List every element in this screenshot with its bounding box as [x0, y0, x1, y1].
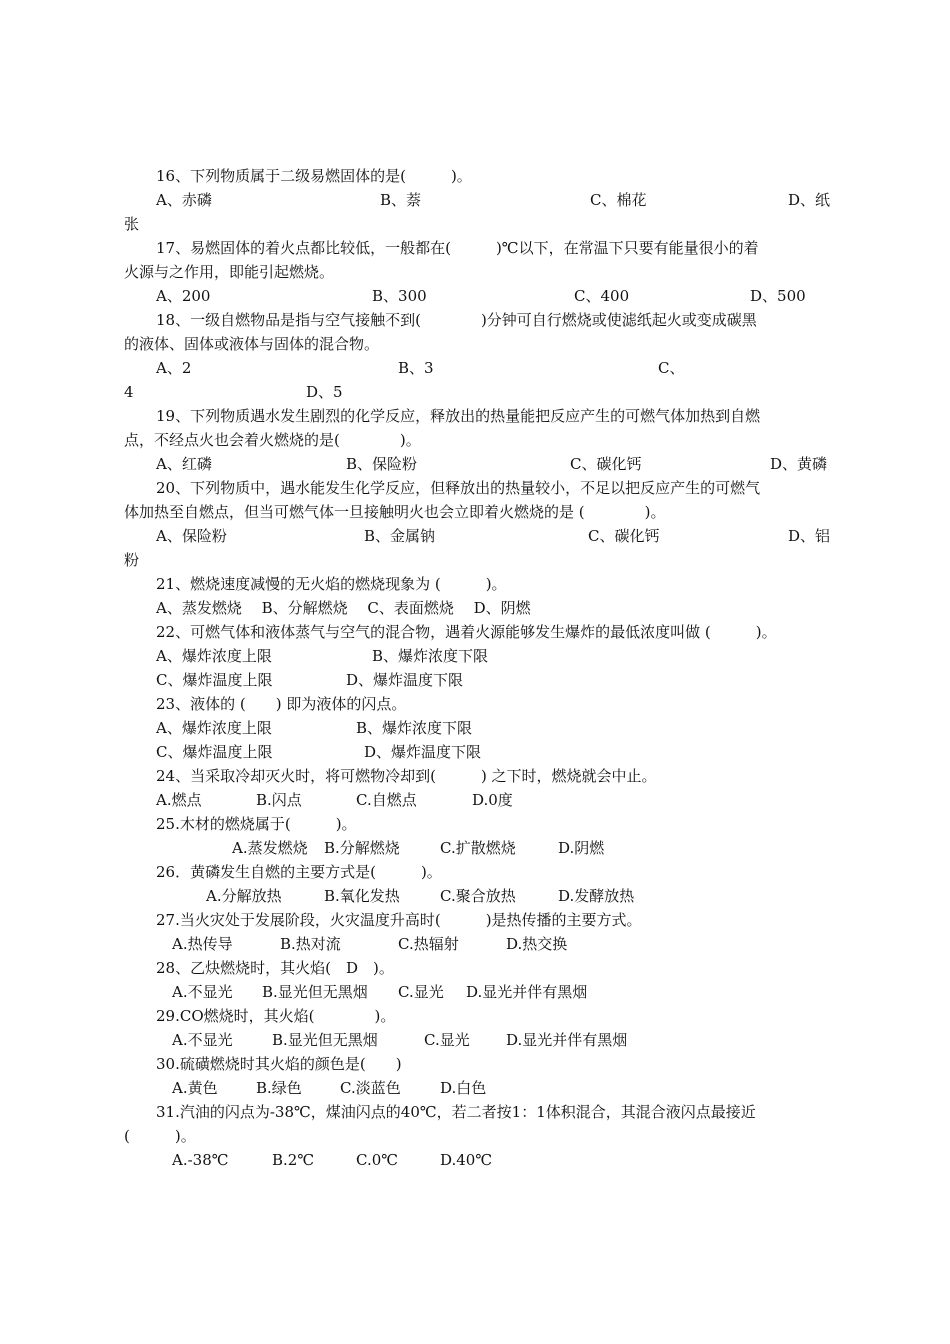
q16-stem: 16、下列物质属于二级易燃固体的是( )。: [156, 167, 472, 185]
q22-stem: 22、可燃气体和液体蒸气与空气的混合物，遇着火源能够发生爆炸的最低浓度叫做 ( )。: [156, 623, 777, 641]
q16-option-a: A、赤磷: [156, 191, 212, 209]
q25-option-c: C.扩散燃烧: [440, 839, 516, 857]
q19-option-b: B、保险粉: [346, 455, 418, 473]
q22-option-b: B、爆炸浓度下限: [372, 647, 489, 665]
q24-option-a: A.燃点: [156, 791, 202, 809]
q20-stem: 20、下列物质中，遇水能发生化学反应，但释放出的热量较小，不足以把反应产生的可燃气: [156, 479, 761, 497]
q26-option-b: B.氧化发热: [324, 887, 400, 905]
q26-option-a: A.分解放热: [206, 887, 282, 905]
q29-option-b: B.显光但无黑烟: [272, 1031, 378, 1049]
q16-option-b: B、萘: [380, 191, 422, 209]
q31-option-c: C.0℃: [356, 1151, 399, 1169]
q21-options: A、蒸发燃烧 B、分解燃烧 C、表面燃烧 D、阴燃: [156, 599, 531, 617]
q24-stem: 24、当采取冷却灭火时，将可燃物冷却到( ) 之下时，燃烧就会中止。: [156, 767, 657, 785]
q22-option-a: A、爆炸浓度上限: [156, 647, 272, 665]
q18-stem-line2: 的液体、固体或液体与固体的混合物。: [124, 335, 380, 353]
q29-option-a: A.不显光: [172, 1031, 233, 1049]
q31-option-b: B.2℃: [272, 1151, 315, 1169]
q31-option-d: D.40℃: [440, 1151, 493, 1169]
q27-option-b: B.热对流: [280, 935, 341, 953]
q29-stem: 29.CO燃烧时，其火焰( )。: [156, 1007, 396, 1025]
q28-option-d: D.显光并伴有黑烟: [466, 983, 588, 1001]
q16-option-c: C、棉花: [590, 191, 647, 209]
q19-stem-line2: 点，不经点火也会着火燃烧的是( )。: [124, 431, 421, 449]
q18-option-a: A、2: [156, 359, 192, 377]
q20-option-c: C、碳化钙: [588, 527, 660, 545]
q27-option-c: C.热辐射: [398, 935, 459, 953]
q17-option-d: D、500: [750, 287, 806, 305]
q28-stem: 28、乙炔燃烧时，其火焰( D )。: [156, 959, 394, 977]
q30-option-d: D.白色: [440, 1079, 487, 1097]
q27-stem: 27.当火灾处于发展阶段，火灾温度升高时( )是热传播的主要方式。: [156, 911, 642, 929]
q31-stem: 31.汽油的闪点为-38℃，煤油闪点的40℃，若二者按1：1体积混合，其混合液闪点最接近: [156, 1103, 756, 1121]
q16-option-d: D、纸: [788, 191, 831, 209]
q20-option-d: D、铝: [788, 527, 831, 545]
q25-option-d: D.阴燃: [558, 839, 605, 857]
q24-option-d: D.0度: [472, 791, 513, 809]
q29-option-d: D.显光并伴有黑烟: [506, 1031, 628, 1049]
q24-option-b: B.闪点: [256, 791, 302, 809]
q22-option-d: D、爆炸温度下限: [346, 671, 464, 689]
q22-option-c: C、爆炸温度上限: [156, 671, 273, 689]
q25-stem: 25.木材的燃烧属于( )。: [156, 815, 357, 833]
q31-option-a: A.-38℃: [172, 1151, 229, 1169]
q30-option-c: C.淡蓝色: [340, 1079, 401, 1097]
q24-option-c: C.自燃点: [356, 791, 417, 809]
q17-stem-line2: 火源与之作用，即能引起燃烧。: [124, 263, 335, 281]
q23-option-a: A、爆炸浓度上限: [156, 719, 272, 737]
q27-option-a: A.热传导: [172, 935, 233, 953]
q17-stem: 17、易燃固体的着火点都比较低，一般都在( )℃以下，在常温下只要有能量很小的着: [156, 239, 759, 257]
q23-stem: 23、液体的 ( ) 即为液体的闪点。: [156, 695, 407, 713]
q23-option-b: B、爆炸浓度下限: [356, 719, 473, 737]
q28-option-a: A.不显光: [172, 983, 233, 1001]
q26-option-d: D.发酵放热: [558, 887, 635, 905]
q19-stem: 19、下列物质遇水发生剧烈的化学反应，释放出的热量能把反应产生的可燃气体加热到自燃: [156, 407, 761, 425]
q29-option-c: C.显光: [424, 1031, 470, 1049]
q18-option-b: B、3: [398, 359, 434, 377]
q31-stem-line2: ( )。: [124, 1127, 196, 1145]
q17-option-b: B、300: [372, 287, 427, 305]
q30-option-a: A.黄色: [172, 1079, 218, 1097]
q30-stem: 30.硫磺燃烧时其火焰的颜色是( ): [156, 1055, 402, 1073]
q19-option-d: D、黄磷: [770, 455, 828, 473]
q28-option-b: B.显光但无黑烟: [262, 983, 368, 1001]
q20-continuation: 粉: [124, 551, 140, 569]
q21-stem: 21、燃烧速度减慢的无火焰的燃烧现象为 ( )。: [156, 575, 507, 593]
q17-option-a: A、200: [156, 287, 211, 305]
q19-option-c: C、碳化钙: [570, 455, 642, 473]
q26-option-c: C.聚合放热: [440, 887, 516, 905]
q20-option-b: B、金属钠: [364, 527, 436, 545]
q20-option-a: A、保险粉: [156, 527, 227, 545]
q19-option-a: A、红磷: [156, 455, 212, 473]
q26-stem: 26．黄磷发生自燃的主要方式是( )。: [156, 863, 442, 881]
q16-continuation: 张: [124, 215, 140, 233]
q18-option-d: D、5: [306, 383, 343, 401]
q28-option-c: C.显光: [398, 983, 444, 1001]
q17-option-c: C、400: [574, 287, 630, 305]
q23-option-c: C、爆炸温度上限: [156, 743, 273, 761]
q30-option-b: B.绿色: [256, 1079, 302, 1097]
q25-option-b: B.分解燃烧: [324, 839, 400, 857]
q23-option-d: D、爆炸温度下限: [364, 743, 482, 761]
q25-option-a: A.蒸发燃烧: [232, 839, 308, 857]
q18-option-c: C、: [658, 359, 685, 377]
q18-stem: 18、一级自燃物品是指与空气接触不到( )分钟可自行燃烧或使滤纸起火或变成碳黑: [156, 311, 757, 329]
q20-stem-line2: 体加热至自燃点，但当可燃气体一旦接触明火也会立即着火燃烧的是 ( )。: [124, 503, 666, 521]
q27-option-d: D.热交换: [506, 935, 568, 953]
q18-option-c-value: 4: [124, 383, 134, 401]
